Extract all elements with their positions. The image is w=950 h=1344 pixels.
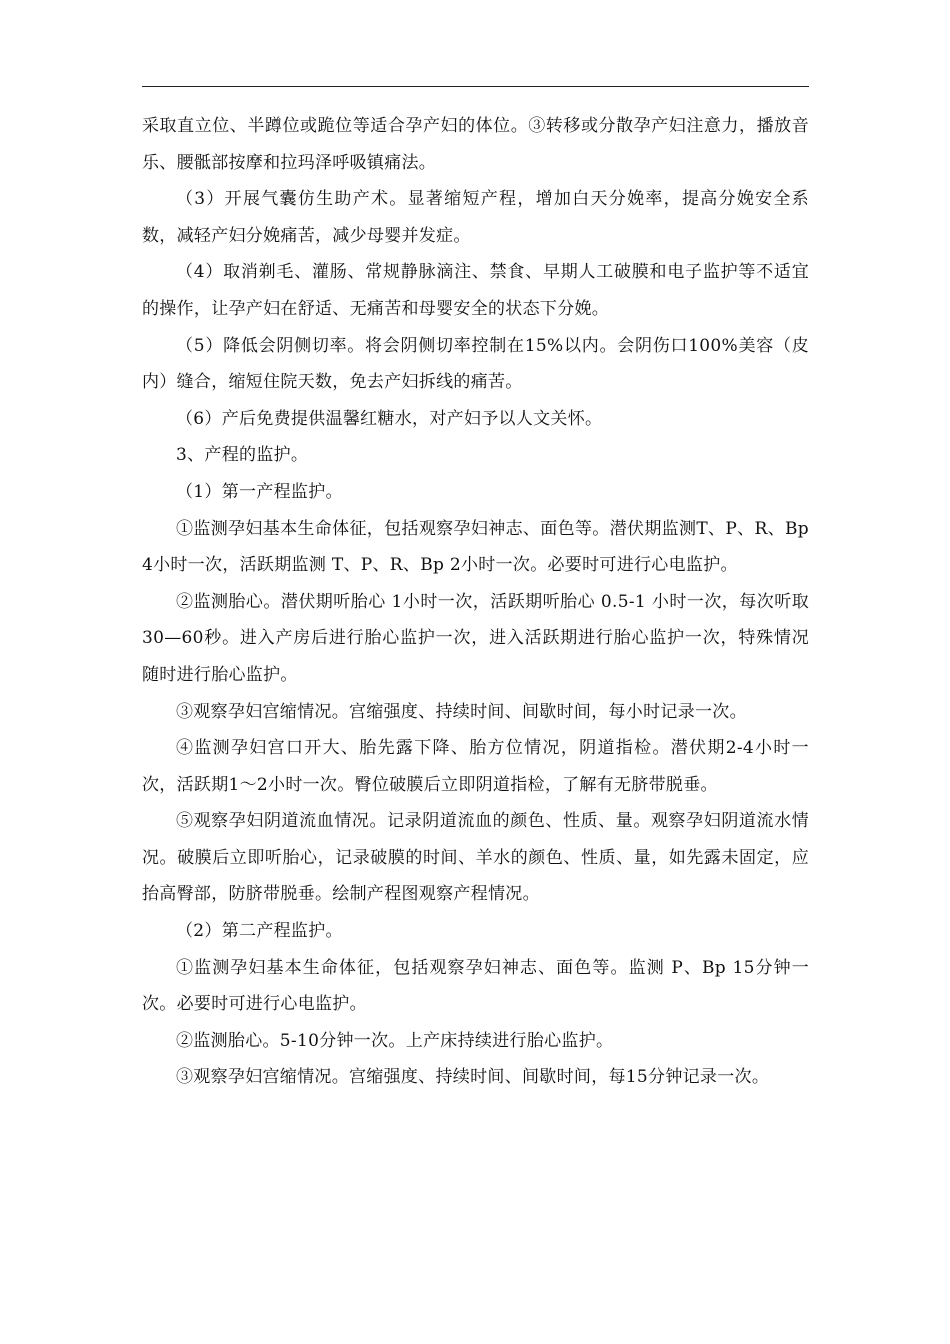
paragraph-postpartum-care: （6）产后免费提供温馨红糖水，对产妇予以人文关怀。: [176, 408, 603, 429]
document-body: [142, 108, 809, 1096]
paragraph-cervix-monitoring: ④监测孕妇宫口开大、胎先露下降、胎方位情况，阴道指检。潜伏期2-4小时一次，活跃期1～2小时一次。臀位破膜后立即阴道指检，了解有无脐带脱垂。: [142, 738, 809, 795]
paragraph-vaginal-bleeding: ⑤观察孕妇阴道流血情况。记录阴道流血的颜色、性质、量。观察孕妇阴道流水情况。破膜后立即听胎心，记录破膜的时间、羊水的颜色、性质、量，如先露未固定，应抬高臀部，防脐带脱垂。绘制产程图观察产程情况。: [142, 811, 809, 905]
paragraph-contractions-first: ③观察孕妇宫缩情况。宫缩强度、持续时间、间歇时间，每小时记录一次。: [176, 701, 747, 722]
paragraph-balloon-delivery: （3）开展气囊仿生助产术。显著缩短产程，增加白天分娩率，提高分娩安全系数，减轻产妇分娩痛苦，减少母婴并发症。: [142, 189, 809, 246]
paragraph-positions: 采取直立位、半蹲位或跪位等适合孕产妇的体位。③转移或分散孕产妇注意力，播放音乐、腰骶部按摩和拉玛泽呼吸镇痛法。: [142, 116, 809, 173]
subheading-first-stage: （1）第一产程监护。: [176, 481, 343, 502]
section-heading-labor-monitoring: 3、产程的监护。: [176, 445, 309, 466]
paragraph-vital-signs-second: ①监测孕妇基本生命体征，包括观察孕妇神志、面色等。监测 P、Bp 15分钟一次。必要时可进行心电监护。: [142, 957, 809, 1015]
paragraph-fetal-heart-second: ②监测胎心。5-10分钟一次。上产床持续进行胎心监护。: [176, 1030, 614, 1051]
paragraph-cancel-procedures: （4）取消剃毛、灌肠、常规静脉滴注、禁食、早期人工破膜和电子监护等不适宜的操作，让孕产妇在舒适、无痛苦和母婴安全的状态下分娩。: [142, 262, 809, 319]
paragraph-vital-signs-first: ①监测孕妇基本生命体征，包括观察孕妇神志、面色等。潜伏期监测T、P、R、Bp 4小时一次，活跃期监测 T、P、R、Bp 2小时一次。必要时可进行心电监护。: [142, 518, 809, 576]
paragraph-contractions-second: ③观察孕妇宫缩情况。宫缩强度、持续时间、间歇时间，每15分钟记录一次。: [176, 1067, 770, 1088]
paragraph-episiotomy: （5）降低会阴侧切率。将会阴侧切率控制在15%以内。会阴伤口100%美容（皮内）缝合，缩短住院天数，免去产妇拆线的痛苦。: [142, 335, 809, 393]
subheading-second-stage: （2）第二产程监护。: [176, 921, 343, 942]
paragraph-fetal-heart-first: ②监测胎心。潜伏期听胎心 1小时一次，活跃期听胎心 0.5-1 小时一次，每次听取 30—60秒。进入产房后进行胎心监护一次，进入活跃期进行胎心监护一次，特殊情况随时进行胎心监护。: [142, 591, 809, 685]
header-rule: [142, 86, 809, 87]
